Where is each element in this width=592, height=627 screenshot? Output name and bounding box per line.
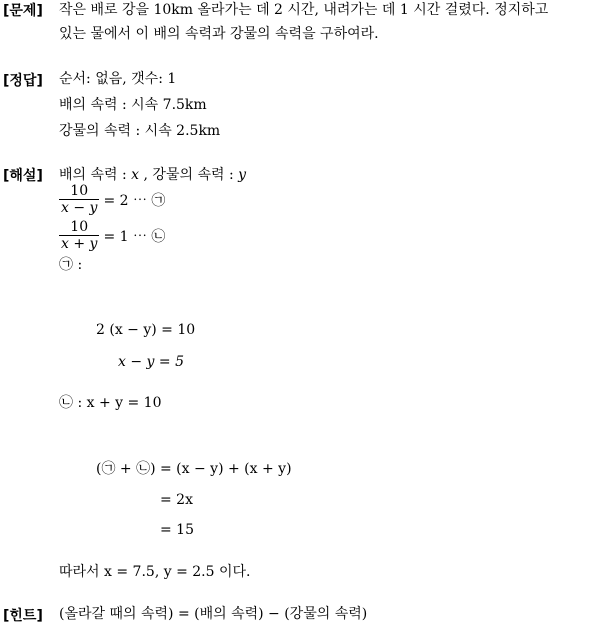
fraction-2-numerator: 10 bbox=[70, 219, 89, 235]
problem-line-1: 작은 배로 강을 10km 올라가는 데 2 시간, 내려가는 데 1 시간 걸렸다. 정지하고 bbox=[59, 2, 549, 18]
fraction-equation-2 bbox=[59, 219, 165, 252]
fraction-2 bbox=[59, 219, 99, 252]
answer-line-3: 강물의 속력 : 시속 2.5km bbox=[59, 123, 221, 139]
answer-label: [정답] bbox=[3, 73, 43, 89]
hint-text: (올라갈 때의 속력) = (배의 속력) − (강물의 속력) bbox=[59, 606, 368, 622]
problem-label: [문제] bbox=[3, 3, 43, 19]
answer-line-2: 배의 속력 : 시속 7.5km bbox=[59, 97, 207, 113]
fraction-2-rhs: = 1 ⋯ ㉡ bbox=[103, 228, 166, 245]
equation-2: x − y = 5 bbox=[118, 354, 184, 370]
answer-line-1: 순서: 없음, 갯수: 1 bbox=[59, 71, 177, 87]
var-y: y bbox=[238, 167, 247, 183]
var-x: x bbox=[131, 167, 140, 183]
solution-intro-b: , 강물의 속력 : bbox=[139, 167, 239, 183]
fraction-1-numerator: 10 bbox=[70, 183, 89, 199]
hint-label: [힌트] bbox=[3, 608, 43, 624]
equation-1: 2 (x − y) = 10 bbox=[96, 322, 196, 338]
fraction-1-rhs: = 2 ⋯ ㉠ bbox=[103, 192, 166, 209]
equation-6: = 15 bbox=[160, 522, 194, 538]
fraction-1 bbox=[59, 183, 99, 216]
solution-conclusion: 따라서 x = 7.5, y = 2.5 이다. bbox=[59, 564, 251, 580]
solution-intro bbox=[59, 165, 246, 185]
equation-3: ㉡ : x + y = 10 bbox=[59, 395, 162, 411]
equation-4: (㉠ + ㉡) = (x − y) + (x + y) bbox=[96, 461, 292, 477]
fraction-2-denominator: x + y bbox=[61, 236, 98, 252]
solution-label: [해설] bbox=[3, 168, 43, 184]
equation-5: = 2x bbox=[160, 492, 193, 508]
fraction-1-denominator: x − y bbox=[61, 200, 98, 216]
solution-intro-a: 배의 속력 : bbox=[59, 167, 132, 183]
fraction-equation-1 bbox=[59, 183, 165, 216]
problem-line-2: 있는 물에서 이 배의 속력과 강물의 속력을 구하여라. bbox=[59, 26, 379, 42]
solution-step-1: ㉠ : bbox=[59, 257, 83, 273]
